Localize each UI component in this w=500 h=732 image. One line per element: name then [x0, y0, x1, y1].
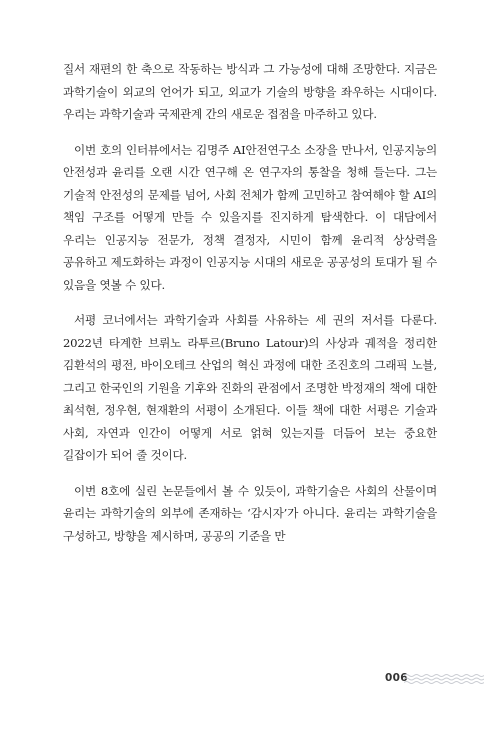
paragraph: 이번 8호에 실린 논문들에서 볼 수 있듯이, 과학기술은 사회의 산물이며 윤리는 과학기술의 외부에 존재하는 ‘감시자’가 아니다. 윤리는 과학기술을 구성하고, 방향을 제시하며, 공공의 기준을 만 — [63, 483, 437, 543]
page-number: 006 — [385, 672, 408, 684]
page-footer — [0, 672, 500, 700]
paragraph: 이번 호의 인터뷰에서는 김명주 AI안전연구소 소장을 만나서, 인공지능의 안전성과 윤리를 오랜 시간 연구해 온 연구자의 통찰을 청해 들는다. 그는 기술적 안전성의 문제를 넘어, 사회 전체가 함께 고민하고 참여해야 할 AI의 책임 구조를 어떻게 만들 수 있을지를 진지하게 탐색한다. 이 대담에서 우리는 인공지능 전문가, 정책 결정자, 시민이 함께 윤리적 상상력을 공유하고 제도화하는 과정이 인공지능 시대의 새로운 공공성의 토대가 될 수 있음을 엿볼 수 있다. — [63, 142, 437, 292]
wave-ornament — [404, 673, 484, 687]
page-body — [63, 58, 437, 560]
paragraph: 질서 재편의 한 축으로 작동하는 방식과 그 가능성에 대해 조망한다. 지금은 과학기술이 외교의 언어가 되고, 외교가 기술의 방향을 좌우하는 시대이다. 우리는 과학기술과 국제관계 간의 새로운 접점을 마주하고 있다. — [63, 62, 437, 121]
paragraph: 서평 코너에서는 과학기술과 사회를 사유하는 세 권의 저서를 다룬다. 2022년 타계한 브뤼노 라투르(Bruno Latour)의 사상과 궤적을 정리한 김환석의 평전, 바이오테크 산업의 혁신 과정에 대한 조진호의 그래픽 노블, 그리고 한국인의 기원을 기후와 진화의 관점에서 조명한 박정재의 책에 대한 최석현, 정우현, 현재환의 서평이 소개된다. 이들 책에 대한 서평은 기술과 사회, 자연과 인간이 어떻게 서로 얽혀 있는지를 더듬어 보는 중요한 길잡이가 되어 줄 것이다. — [63, 313, 437, 462]
